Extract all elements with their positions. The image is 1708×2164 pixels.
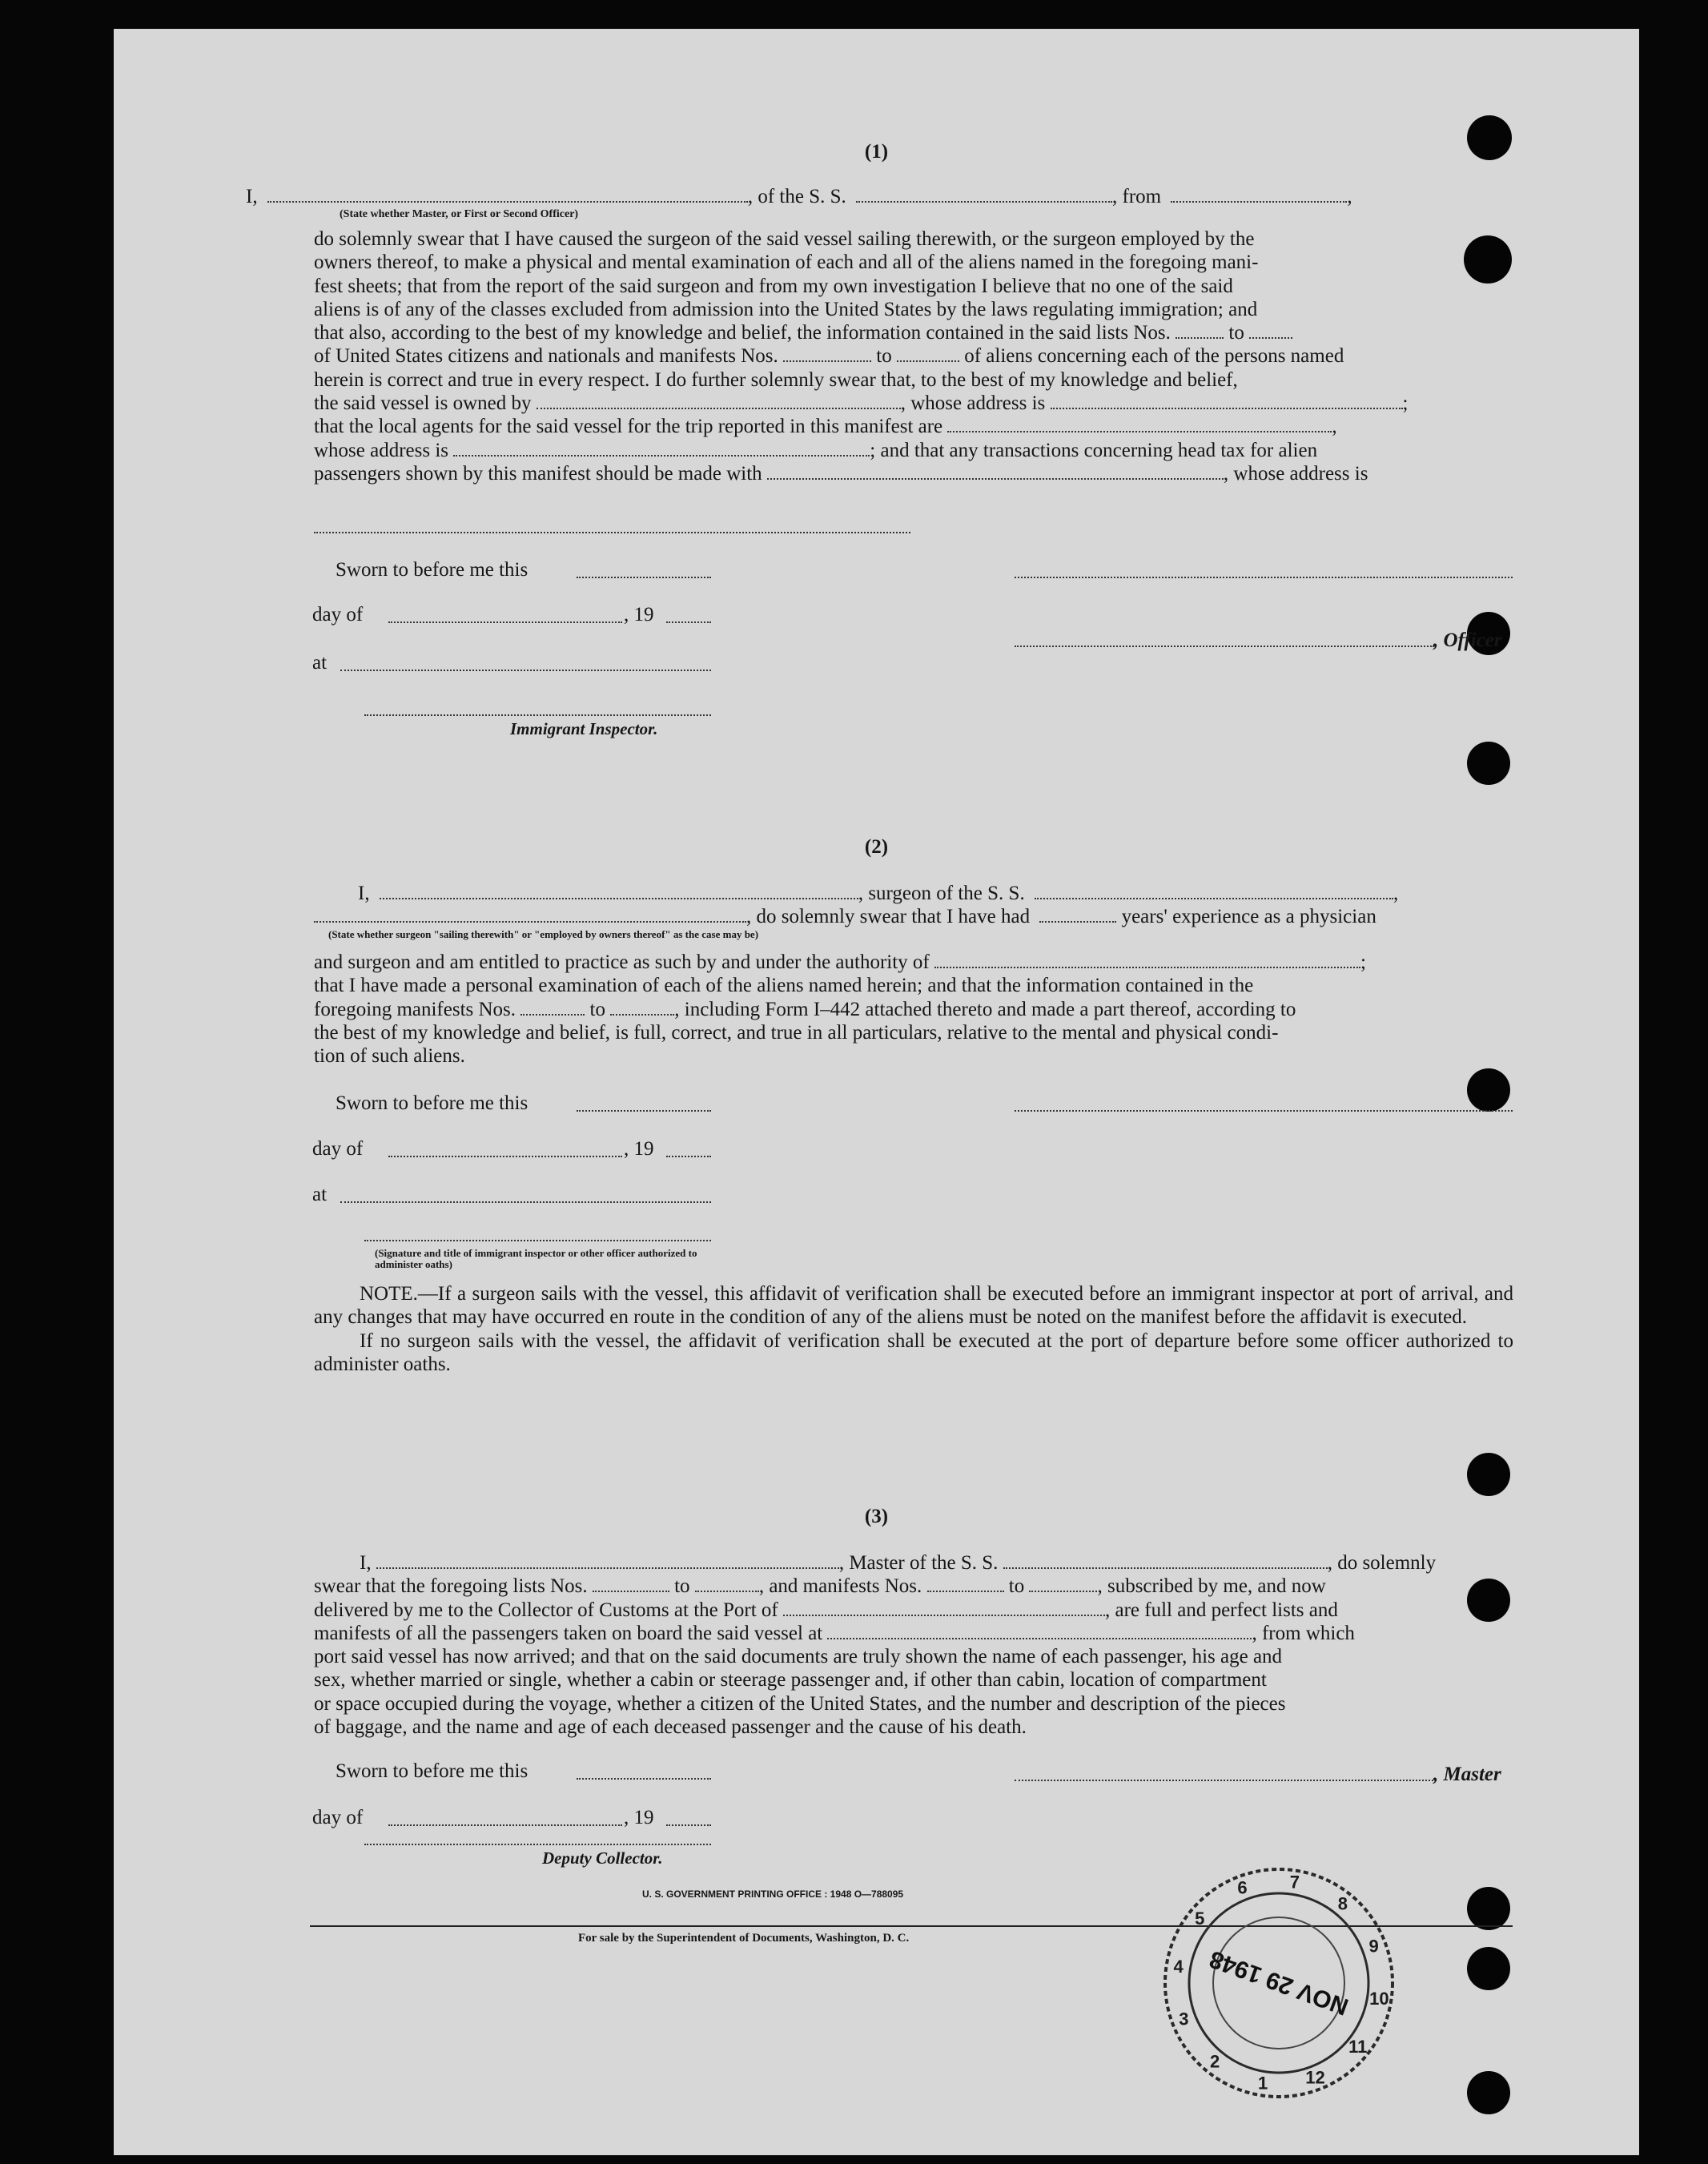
s1-day-of: day of — [312, 604, 364, 625]
s2-day-of: day of — [312, 1138, 364, 1160]
s3-year-field[interactable] — [666, 1824, 711, 1826]
officer-caption: (State whether Master, or First or Second Officer) — [340, 208, 579, 220]
section-1-number: (1) — [864, 141, 889, 163]
s1-at: at — [312, 652, 328, 674]
binder-hole — [1467, 742, 1510, 785]
printing-office: U. S. GOVERNMENT PRINTING OFFICE : 1948 O—788095 — [642, 1888, 904, 1900]
stamp-ring-number: 7 — [1289, 1872, 1300, 1892]
received-date-stamp — [1159, 1863, 1399, 2103]
stamp-ring-number: 4 — [1173, 1957, 1184, 1977]
s3-body: I, , Master of the S. S. , do solemnly swear that the foregoing lists Nos. to , and manifests Nos. to , subscribed by me, and now delivered by me to the Collector of Customs at the Port of , are full and perfect lists and manifests of all the passengers taken on board the said vessel at , from which port said vessel has now arrived; and that on the said documents are truly shown the name of each passenger, his age and sex, whether married or single, whether a cabin or steerage passenger and, if other than cabin, location of compartment or space occupied during the voyage, whether a citizen of the United States, and the number and description of the pieces of baggage, and the name and age of each deceased passenger and the cause of his death. — [314, 1552, 1437, 1739]
s2-at-field[interactable] — [340, 1201, 711, 1203]
stamp-date: NOV 29 1948 — [1206, 1945, 1352, 2021]
manifests-from-field[interactable] — [783, 360, 871, 362]
binder-hole — [1467, 1068, 1510, 1112]
s3-deputy-signature-field[interactable] — [364, 1844, 711, 1845]
binder-hole — [1467, 1453, 1510, 1496]
s3-manifests-to-field[interactable] — [1029, 1591, 1097, 1592]
s1-line1: I, , of the S. S. , from , — [246, 186, 1352, 207]
s2-surgeon-signature-field[interactable] — [1015, 1110, 1513, 1112]
master-name-field[interactable] — [376, 1567, 839, 1569]
s1-sworn-date-field[interactable] — [577, 577, 711, 578]
stamp-ring-number: 2 — [1209, 2051, 1220, 2072]
s2-month-field[interactable] — [388, 1156, 622, 1157]
s3-manifests-from-field[interactable] — [927, 1591, 1004, 1592]
owner-address-field[interactable] — [1051, 408, 1403, 409]
surgeon-caption: (State whether surgeon "sailing therewith" or "employed by owners thereof" as the case may be) — [328, 928, 759, 940]
years-experience-field[interactable] — [1039, 921, 1116, 923]
head-tax-address-field[interactable] — [314, 532, 910, 533]
s2-year-field[interactable] — [666, 1156, 711, 1157]
lists-from-field[interactable] — [1176, 337, 1224, 339]
manifests-to-field[interactable] — [897, 360, 959, 362]
s1-at-field[interactable] — [340, 670, 711, 671]
s3-sworn: Sworn to before me this — [336, 1760, 528, 1782]
s2-sworn: Sworn to before me this — [336, 1092, 528, 1114]
s1-officer-label: , Officer — [1433, 629, 1502, 651]
agents-address-field[interactable] — [453, 455, 870, 457]
s2-manifests-to-field[interactable] — [610, 1014, 674, 1016]
stamp-ring-number: 12 — [1305, 2067, 1325, 2088]
s2-vessel-field[interactable] — [1035, 898, 1393, 899]
s2-body: and surgeon and am entitled to practice as such by and under the authority of ; that I have made a personal examination of each of the aliens named herein; and that the information contained in the foregoing manifests Nos. to , including Form I–442 attached thereto and made a part thereof, according to the best of my knowledge and belief, is full, correct, and true in all particulars, relative to the mental and physical condi- tion of such aliens. — [314, 951, 1366, 1068]
for-sale-note: For sale by the Superintendent of Documents, Washington, D. C. — [578, 1932, 910, 1945]
s3-deputy-label: Deputy Collector. — [542, 1848, 663, 1868]
stamp-ring-number: 3 — [1179, 2009, 1189, 2029]
note-1: NOTE.—If a surgeon sails with the vessel, this affidavit of verification shall be executed before an immigrant inspector at port of arrival, and any changes that may have occurred en route in the condition of any of the aliens must be noted on the manifest before the affidavit is executed. — [314, 1283, 1513, 1329]
section-3-number: (3) — [864, 1506, 889, 1527]
head-tax-party-field[interactable] — [767, 478, 1224, 480]
s3-day-of: day of — [312, 1807, 364, 1828]
s2-line1: I, , surgeon of the S. S. , — [358, 883, 1399, 904]
s2-at: at — [312, 1184, 328, 1205]
binder-hole — [1467, 1887, 1510, 1930]
officer-name-field[interactable] — [267, 201, 748, 203]
stamp-ring-number: 9 — [1368, 1936, 1379, 1957]
stamp-ring-number: 5 — [1195, 1909, 1205, 1929]
s2-note — [314, 1282, 1513, 1376]
stamp-ring-number: 6 — [1237, 1877, 1248, 1898]
s1-inspector-signature-field[interactable] — [364, 714, 711, 716]
s3-month-field[interactable] — [388, 1824, 622, 1826]
s3-lists-from-field[interactable] — [593, 1591, 669, 1592]
s2-year: , 19 — [624, 1138, 654, 1160]
s2-inspector-signature-field[interactable] — [364, 1240, 711, 1241]
surgeon-status-field[interactable] — [314, 921, 746, 923]
stamp-ring-number: 8 — [1337, 1893, 1348, 1914]
s2-line2: , do solemnly swear that I have had years' experience as a physician — [314, 906, 1376, 928]
boarding-port-field[interactable] — [827, 1638, 1252, 1639]
binder-hole — [1467, 2071, 1510, 2114]
s3-master-label: , Master — [1433, 1764, 1501, 1785]
vessel-name-field[interactable] — [856, 201, 1112, 203]
s1-year-field[interactable] — [666, 621, 711, 623]
s3-vessel-field[interactable] — [1003, 1567, 1328, 1569]
authority-field[interactable] — [934, 967, 1360, 968]
s1-month-field[interactable] — [388, 621, 622, 623]
s1-year: , 19 — [624, 604, 654, 625]
s1-sworn: Sworn to before me this — [336, 559, 528, 581]
port-field[interactable] — [783, 1615, 1105, 1616]
stamp-ring-number: 10 — [1369, 1988, 1389, 2009]
s3-sworn-date-field[interactable] — [577, 1778, 711, 1780]
local-agents-field[interactable] — [947, 431, 1332, 432]
manifest-page — [114, 29, 1639, 2155]
owner-field[interactable] — [537, 408, 901, 409]
s2-manifests-from-field[interactable] — [520, 1014, 585, 1016]
s1-officer-signature-field[interactable] — [1015, 577, 1513, 578]
lists-to-field[interactable] — [1249, 337, 1292, 339]
s1-body: do solemnly swear that I have caused the surgeon of the said vessel sailing therewith, or the surgeon employed by the owners thereof, to make a physical and mental examination of each and all of the aliens named in the foregoing mani- fest sheets; that from the report of the said surgeon and from my own investigation I believe that no one of the said aliens is of any of the classes excluded from admission into the United States by the laws regulating immigration; and that also, according to the best of my knowledge and belief, the information contained in the said lists Nos. to of United States citizens and nationals and manifests Nos. to of aliens concerning each of the persons named herein is correct and true in every respect. I do further solemnly swear that, to the best of my knowledge and belief, the said vessel is owned by , whose address is ; that the local agents for the said vessel for the trip reported in this manifest are , whose address is ; and that any transactions concerning head tax for alien passengers shown by this manifest should be made with , whose address is — [314, 228, 1409, 485]
stamp-ring-number: 11 — [1348, 2036, 1368, 2057]
s3-year: , 19 — [624, 1807, 654, 1828]
stamp-ring-number: 1 — [1257, 2073, 1268, 2094]
from-port-field[interactable] — [1171, 201, 1347, 203]
s3-lists-to-field[interactable] — [695, 1591, 759, 1592]
s3-master-signature-field[interactable] — [1015, 1780, 1433, 1781]
s1-officer-line[interactable] — [1015, 646, 1434, 647]
note-2: If no surgeon sails with the vessel, the affidavit of verification shall be executed at the port of departure before some officer authorized to administer oaths. — [314, 1329, 1513, 1375]
s2-sworn-date-field[interactable] — [577, 1110, 711, 1112]
surgeon-name-field[interactable] — [380, 898, 858, 899]
section-2-number: (2) — [864, 836, 889, 858]
signature-caption: (Signature and title of immigrant inspector or other officer authorized to administer oaths) — [375, 1247, 697, 1270]
s1-inspector-label: Immigrant Inspector. — [510, 719, 658, 738]
binder-hole — [1467, 1947, 1510, 1990]
